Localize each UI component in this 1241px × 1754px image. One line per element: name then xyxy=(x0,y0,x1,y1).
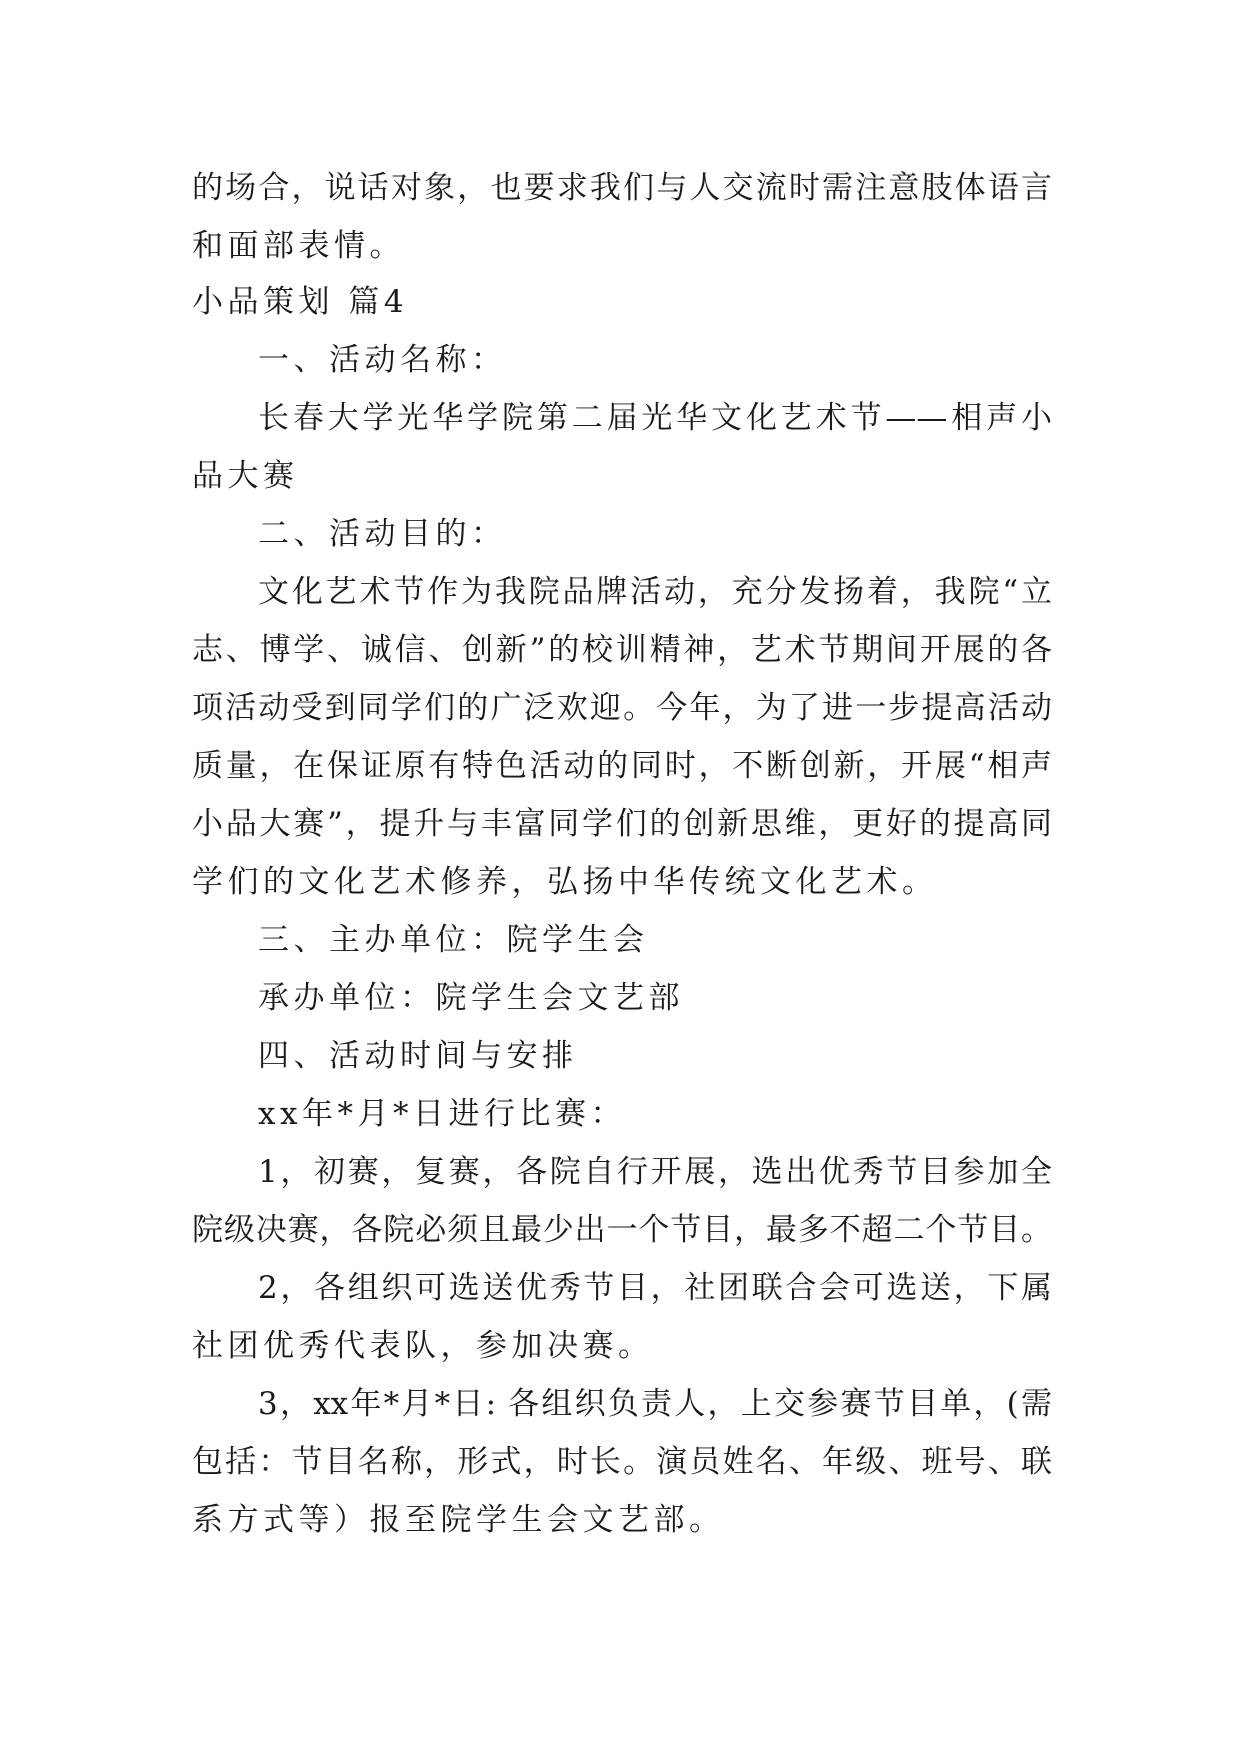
paragraph-line: 2，各组织可选送优秀节目，社团联合会可选送，下属 xyxy=(258,1270,1052,1306)
paragraph-line: 小品大赛”，提升与丰富同学们的创新思维，更好的提高同 xyxy=(192,806,1052,842)
paragraph-line: 包括：节目名称，形式，时长。演员姓名、年级、班号、联 xyxy=(192,1444,1052,1480)
subheading: 一、活动名称： xyxy=(258,342,507,378)
paragraph-line: 文化艺术节作为我院品牌活动，充分发扬着，我院“立 xyxy=(258,574,1052,610)
paragraph-line: 1，初赛，复赛，各院自行开展，选出优秀节目参加全 xyxy=(258,1154,1052,1190)
paragraph-line: 项活动受到同学们的广泛欢迎。今年，为了进一步提高活动 xyxy=(192,690,1052,726)
section-heading: 小品策划 篇4 xyxy=(192,284,409,320)
paragraph-line: 社团优秀代表队，参加决赛。 xyxy=(192,1328,654,1364)
paragraph-line: 3，xx年*月*日: 各组织负责人，上交参赛节目单，(需 xyxy=(258,1386,1052,1422)
paragraph-line: 和面部表情。 xyxy=(192,228,405,264)
paragraph-line: 质量，在保证原有特色活动的同时，不断创新，开展“相声 xyxy=(192,748,1052,784)
paragraph-line: 志、博学、诚信、创新”的校训精神，艺术节期间开展的各 xyxy=(192,632,1052,668)
paragraph-line: 长春大学光华学院第二届光华文化艺术节——相声小 xyxy=(258,400,1052,436)
paragraph-line: 的场合，说话对象，也要求我们与人交流时需注意肢体语言 xyxy=(192,170,1052,206)
paragraph-line: 品大赛 xyxy=(192,458,299,494)
paragraph-line: 院级决赛，各院必须且最少出一个节目，最多不超二个节目。 xyxy=(192,1212,1052,1248)
subheading: 三、主办单位：院学生会 xyxy=(258,922,649,958)
subheading: 二、活动目的： xyxy=(258,516,507,552)
paragraph-line: 承办单位：院学生会文艺部 xyxy=(258,980,684,1016)
paragraph-line: 系方式等）报至院学生会文艺部。 xyxy=(192,1502,725,1538)
paragraph-line: xx年*月*日进行比赛： xyxy=(258,1096,626,1132)
paragraph-line: 学们的文化艺术修养，弘扬中华传统文化艺术。 xyxy=(192,864,938,900)
subheading: 四、活动时间与安排 xyxy=(258,1038,578,1074)
